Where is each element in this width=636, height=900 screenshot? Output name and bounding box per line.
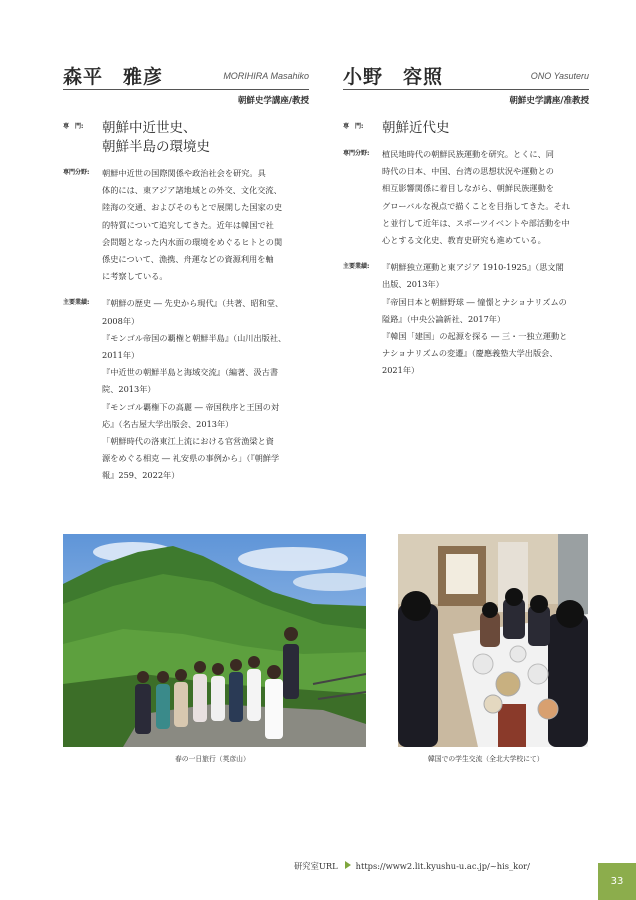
specialty-label: 専 門:: [343, 123, 364, 130]
specialty-section: [63, 119, 309, 157]
major-works-text: 『朝鮮の歴史 ― 先史から現代』（共著、昭和堂、 2008年） 『モンゴル帝国の覇権と朝鮮半島』（山川出版社、 2011年） 『中近世の朝鮮半島と海域交流』（編著、汲古書 院、2013年） 『モンゴル覇権下の高麗 ― 帝国秩序と王国の対 応』（名古屋大学出版会、2013年） 「朝鮮時代の洛東江上流における官営漁梁と資 源をめぐる相克 ― 礼安県の事例から」（『朝鮮学 報』259、2022年）: [102, 298, 287, 481]
lab-url-link[interactable]: https://www2.lit.kyushu-u.ac.jp/~his_kor/: [355, 861, 530, 871]
lab-url-label: 研究室URL: [294, 861, 338, 871]
research-field-section: [63, 165, 309, 285]
affiliation: 朝鮮史学講座/教授: [237, 96, 309, 106]
research-field-text: 植民地時代の朝鮮民族運動を研究。とくに、同 時代の日本、中国、台湾の思想状況や運動との 相互影響関係に着目しながら、朝鮮民族運動を グローバルな視点で描くことを目指してきた。それ と並行して近年は、スポーツイベントや部活動を中 心とする文化史、教育史研究も進めている。: [382, 149, 570, 246]
photo-mountain-trip: [63, 534, 366, 747]
specialty-value: 朝鮮近代史: [382, 120, 450, 136]
photo-student-exchange: [398, 534, 588, 747]
photo-caption-mountain: 春の一日旅行（英彦山）: [175, 755, 250, 763]
name-english: ONO Yasuteru: [530, 71, 589, 81]
major-works-label: 主要業績:: [63, 299, 90, 307]
major-works-section: [63, 295, 309, 484]
specialty-value: 朝鮮中近世史、 朝鮮半島の環境史: [102, 120, 210, 155]
page-number: 33: [598, 863, 636, 900]
name-japanese: 小野 容照: [343, 66, 444, 88]
specialty-label: 専 門:: [63, 123, 84, 130]
profile-morihira: [63, 62, 309, 485]
major-works-text: 『朝鮮独立運動と東アジア 1910-1925』（思文閣 出版、2013年） 『帝国日本と朝鮮野球 ― 憧憬とナショナリズムの 隘路』（中央公論新社、2017年） 『韓国「建国」の起源を探る ― 三・一独立運動と ナショナリズムの変遷』（慶應義塾大学出版会、 2021年）: [382, 262, 568, 376]
divider: [343, 89, 589, 90]
profile-ono: [343, 62, 589, 380]
affiliation: 朝鮮史学講座/准教授: [509, 96, 589, 106]
research-field-section: [343, 146, 589, 249]
name-japanese: 森平 雅彦: [63, 66, 164, 88]
research-field-text: 朝鮮中近世の国際関係や政治社会を研究。具 体的には、東アジア諸地域との外交、文化交流、 陸海の交通、およびそのもとで展開した国家の史 的特質について追究してきた。近年は韓国で社 会問題となった内水面の環境をめぐるヒトとの関 係史について、漁携、舟運などの資源利用を軸 に考察している。: [102, 168, 283, 282]
research-field-label: 専門分野:: [63, 169, 90, 176]
specialty-section: [343, 119, 589, 138]
name-english: MORIHIRA Masahiko: [223, 71, 309, 81]
research-field-label: 専門分野:: [343, 150, 370, 157]
divider: [63, 89, 309, 90]
photo-caption-exchange: 韓国での学生交流（全北大学校にて）: [428, 755, 544, 763]
major-works-label: 主要業績:: [343, 263, 370, 271]
lab-url-line: [294, 860, 530, 872]
major-works-section: [343, 259, 589, 379]
triangle-right-icon: [345, 861, 351, 869]
